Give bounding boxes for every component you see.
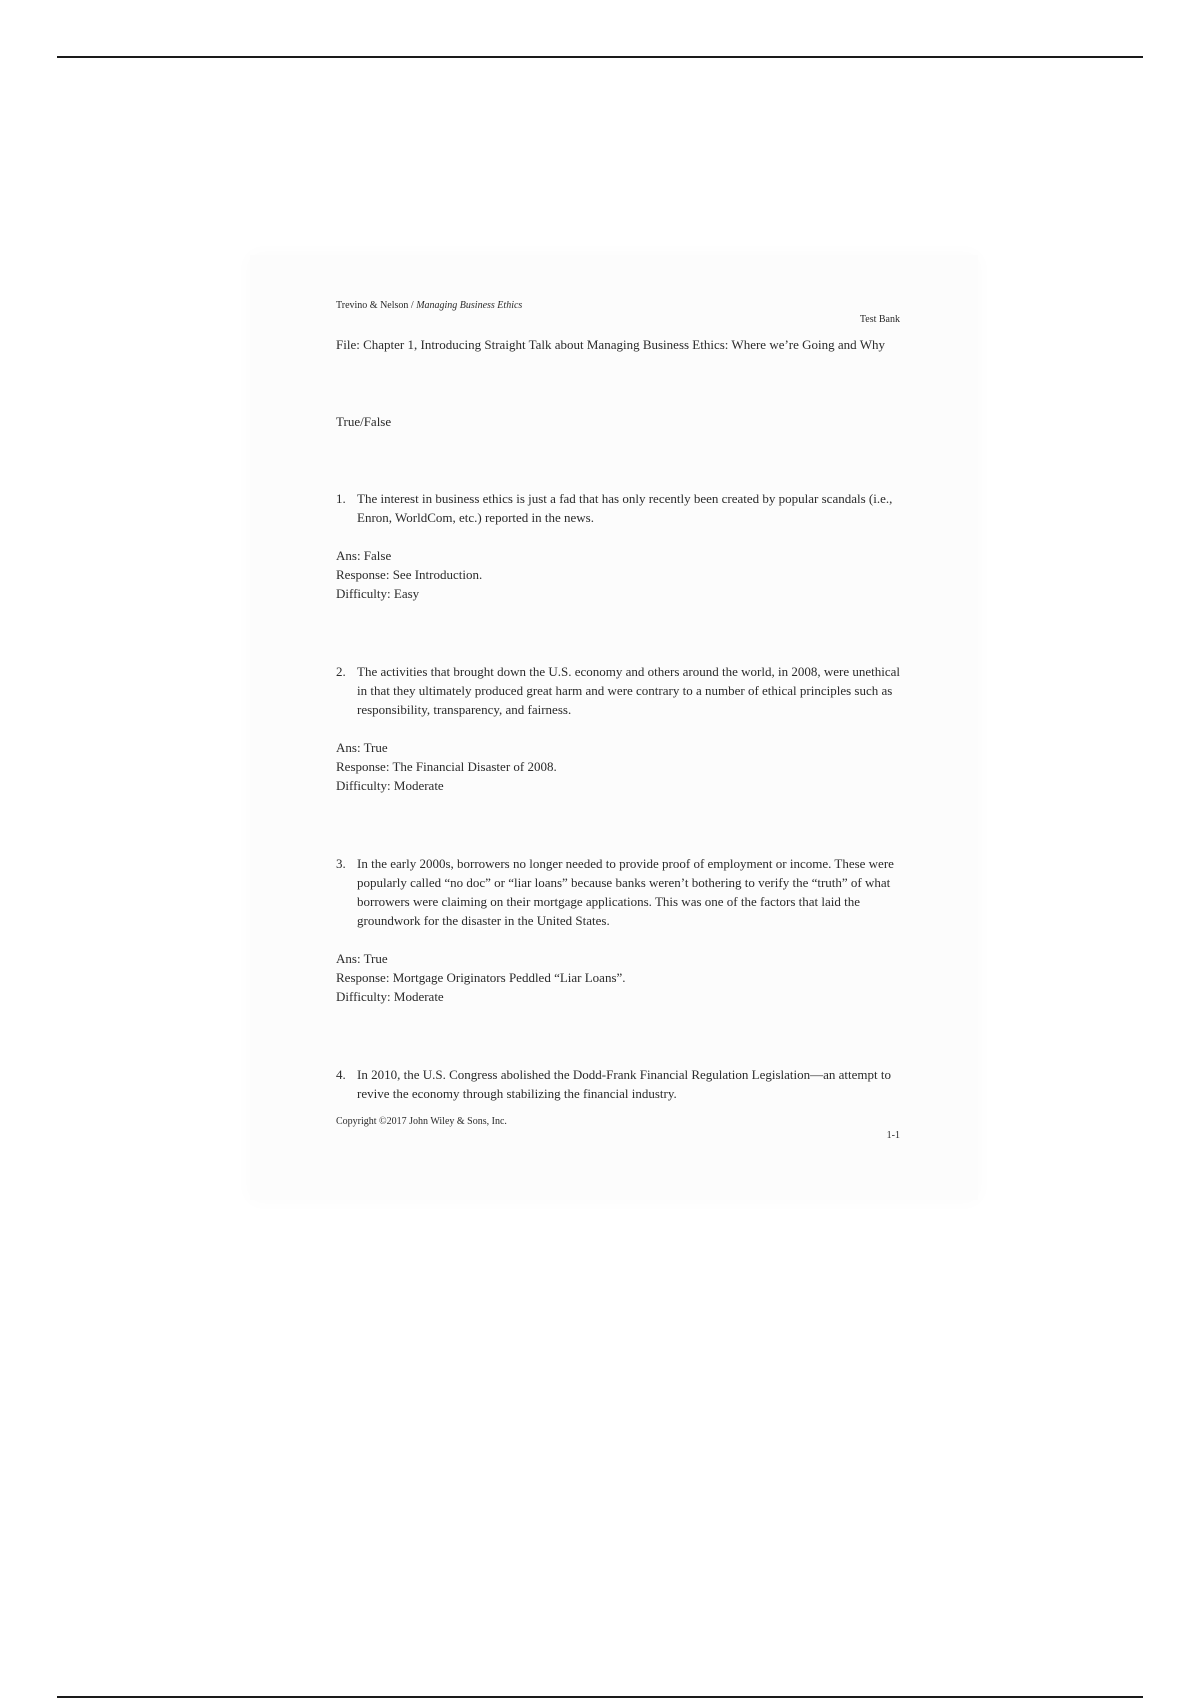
question-block (336, 1065, 900, 1103)
question-item (336, 489, 900, 527)
question-number: 1. (336, 491, 346, 506)
question-number: 2. (336, 664, 346, 679)
difficulty-line: Difficulty: Easy (336, 586, 420, 601)
header-book-title: Managing Business Ethics (416, 300, 523, 311)
question-block (336, 854, 900, 1006)
question-item (336, 662, 900, 719)
response-line: Response: The Financial Disaster of 2008. (336, 759, 557, 774)
running-header-left (336, 299, 900, 313)
bottom-divider (57, 1696, 1143, 1698)
document-page (250, 255, 978, 1200)
question-number: 3. (336, 856, 346, 871)
answer-line: Ans: False (336, 548, 392, 563)
question-number: 4. (336, 1067, 346, 1082)
page-number: 1-1 (886, 1130, 900, 1141)
copyright-notice: Copyright ©2017 John Wiley & Sons, Inc. (336, 1116, 507, 1127)
answer-details (336, 738, 900, 795)
question-text: The activities that brought down the U.S. economy and others around the world, in 2008, were unethical in that they ultimately produced great harm and were contrary to a number of ethical principles such as responsibility, transparency, and fairness. (357, 664, 900, 717)
response-line: Response: Mortgage Originators Peddled “Liar Loans”. (336, 970, 626, 985)
question-item (336, 854, 900, 930)
question-text: In 2010, the U.S. Congress abolished the Dodd-Frank Financial Regulation Legislation—an attempt to revive the economy through stabilizing the financial industry. (357, 1067, 891, 1101)
question-text: The interest in business ethics is just a fad that has only recently been created by popular scandals (i.e., Enron, WorldCom, etc.) reported in the news. (357, 491, 893, 525)
difficulty-line: Difficulty: Moderate (336, 778, 444, 793)
question-item (336, 1065, 900, 1103)
header-authors: Trevino & Nelson / (336, 300, 417, 311)
file-line: File: Chapter 1, Introducing Straight Talk about Managing Business Ethics: Where we’re Going and Why (336, 337, 885, 352)
question-text: In the early 2000s, borrowers no longer needed to provide proof of employment or income. These were popularly called “no doc” or “liar loans” because banks weren’t bothering to verify the “truth” of what borrowers were claiming on their mortgage applications. This was one of the factors that laid the groundwork for the disaster in the United States. (357, 856, 894, 928)
answer-details (336, 546, 900, 603)
question-block (336, 662, 900, 795)
answer-line: Ans: True (336, 740, 388, 755)
question-block (336, 489, 900, 603)
top-divider (57, 56, 1143, 58)
response-line: Response: See Introduction. (336, 567, 483, 582)
section-title: True/False (336, 414, 392, 429)
running-header-right: Test Bank (859, 314, 900, 325)
answer-details (336, 949, 900, 1006)
difficulty-line: Difficulty: Moderate (336, 989, 444, 1004)
page-content (336, 299, 900, 1143)
answer-line: Ans: True (336, 951, 388, 966)
